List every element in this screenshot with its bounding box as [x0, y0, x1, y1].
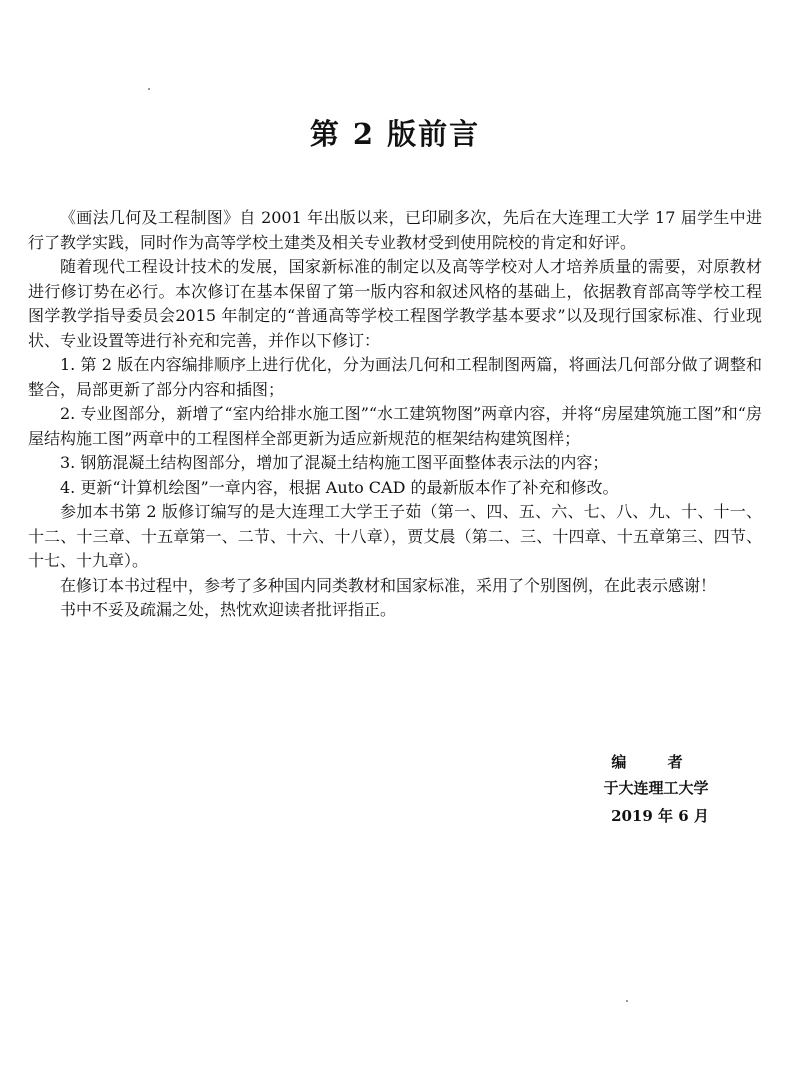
paragraph: 在修订本书过程中，参考了多种国内同类教材和国家标准，采用了个别图例，在此表示感谢！	[60, 575, 717, 595]
signature-editor: 编 者	[611, 753, 701, 771]
signature-date: 2019 年 6 月	[611, 807, 709, 825]
paragraph: 书中不妥及疏漏之处，热忱欢迎读者批评指正。	[60, 600, 397, 619]
paragraph: 2. 专业图部分，新增了“室内给排水施工图”“水工建筑物图”两章内容，并将“房屋建筑施工图”和“房屋结构施工图”两章中的工程图样全部更新为适应新规范的框架结构建筑图样；	[28, 404, 762, 448]
scan-speck	[148, 88, 150, 90]
paragraph: 4. 更新“计算机绘图”一章内容，根据 Auto CAD 的最新版本作了补充和修改。	[60, 477, 619, 497]
paragraph: 参加本书第 2 版修订编写的是大连理工大学王子茹（第一、四、五、六、七、八、九、十、十一、十二、十三章、十五章第一、二节、十六、十八章），贾艾晨（第二、三、十四章、十五章第三、四节、十七、十九章）。	[28, 502, 762, 570]
page-title: 第 2 版前言	[309, 117, 481, 151]
paragraph: 随着现代工程设计技术的发展，国家新标准的制定以及高等学校对人才培养质量的需要，对原教材进行修订势在必行。本次修订在基本保留了第一版内容和叙述风格的基础上，依据教育部高等学校工程图学教学指导委员会2015 年制定的“普通高等学校工程图学教学基本要求”以及现行国家标准、行业现状、专业设置等进行补充和完善，并作以下修订：	[28, 257, 762, 350]
scan-speck	[626, 1000, 628, 1002]
paragraph: 3. 钢筋混凝土结构图部分，增加了混凝土结构施工图平面整体表示法的内容；	[60, 453, 609, 472]
paragraph: 《画法几何及工程制图》自 2001 年出版以来，已印刷多次，先后在大连理工大学 17 届学生中进行了教学实践，同时作为高等学校土建类及相关专业教材受到使用院校的肯定和好评。	[28, 208, 762, 252]
paragraph: 1. 第 2 版在内容编排顺序上进行优化，分为画法几何和工程制图两篇，将画法几何部分做了调整和整合，局部更新了部分内容和插图；	[28, 355, 762, 399]
signature-organization: 于大连理工大学	[603, 779, 709, 797]
preface-body	[28, 206, 762, 623]
